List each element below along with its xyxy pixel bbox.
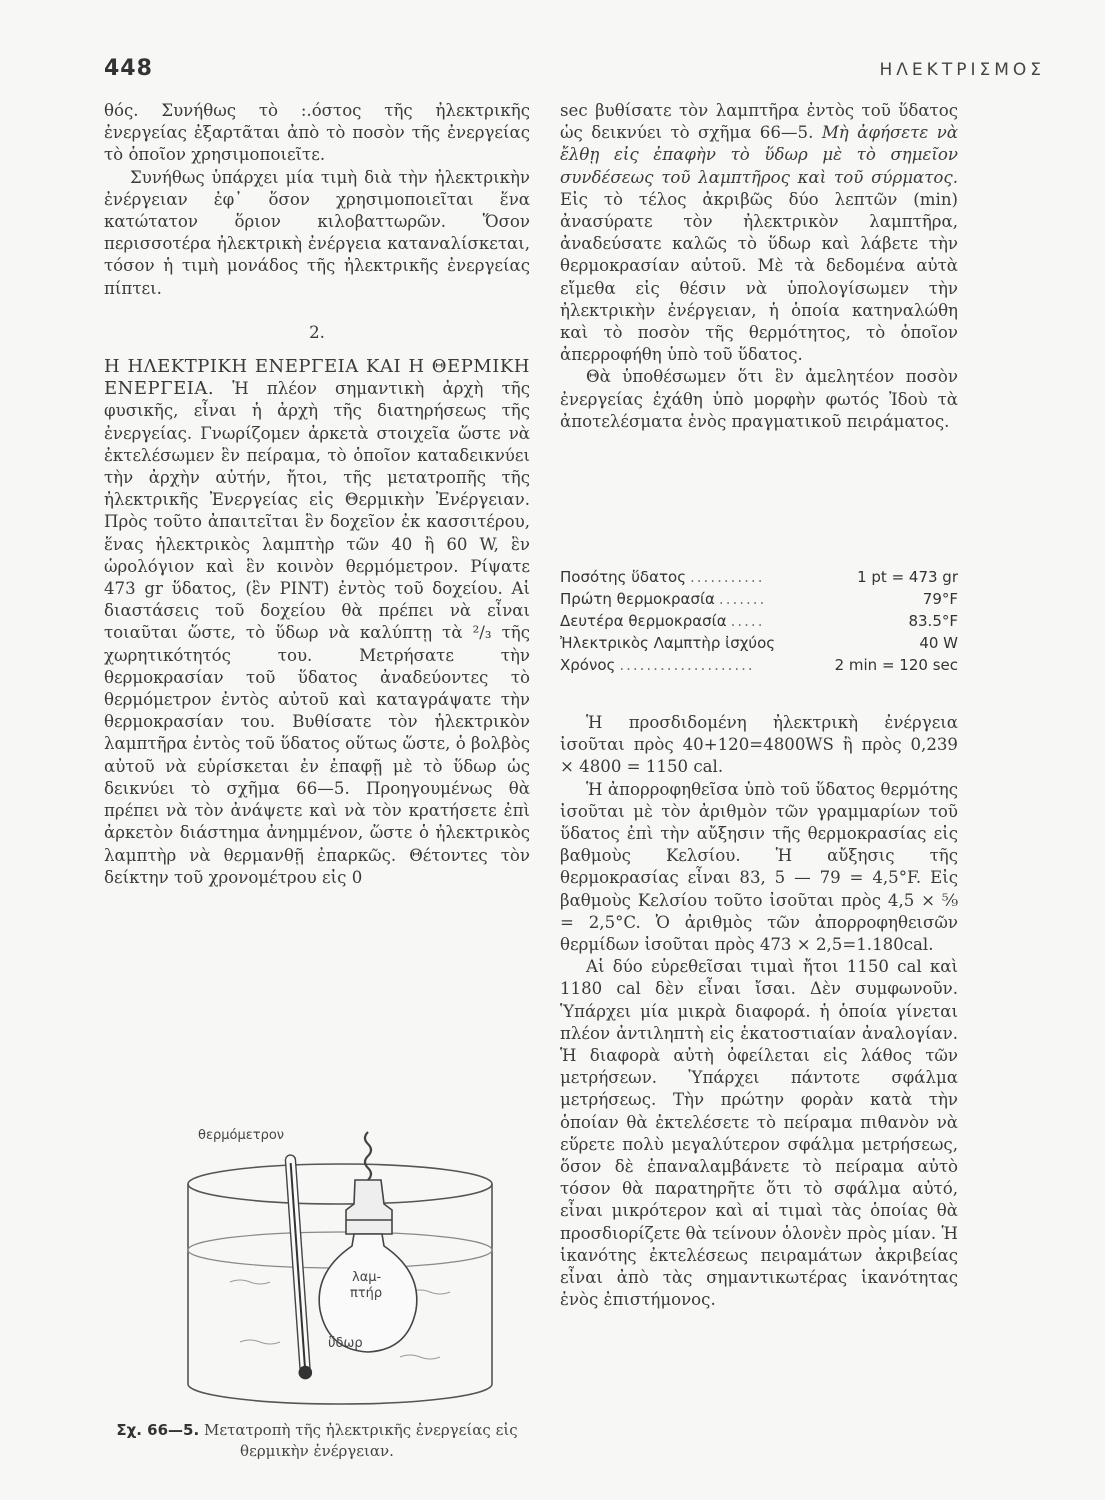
row-value: 83.5°F (908, 612, 958, 630)
figure-caption (104, 1420, 530, 1462)
label-lamp-1: λαμ- (352, 1270, 382, 1285)
row-label: Δευτέρα θερμοκρασία (560, 612, 727, 630)
left-column (104, 100, 530, 889)
leader-dots: .................... (619, 656, 755, 674)
row-label: Ἠλεκτρικὸς Λαμπτὴρ ἰσχύος (560, 634, 776, 652)
paragraph: Αἱ δύο εὑρεθεῖσαι τιμαὶ ἤτοι 1150 cal καὶ 1180 cal δὲν εἶναι ἴσαι. Δὲν συμφωνοῦν. Ὑπάρχει μία μικρὰ διαφορά. ἡ ὁποία γίνεται πλέον ἀντιληπτὴ εἰς ἑκατοστιαίαν ἀναλογίαν. Ἡ διαφορὰ αὐτὴ ὀφείλεται εἰς λάθος τῶν μετρήσεων. Ὑπάρχει πάντοτε σφάλμα μετρήσεως. Τὴν πρώτην φορὰν κατὰ τὴν ὁποίαν θὰ ἐκτελέσετε τὸ πείραμα πιθανὸν νὰ εὕρετε πολὺ μεγαλύτερον σφάλμα μετρήσεως, ὅσον δὲ ἐπαναλαμβάνετε τὸ πείραμα αὐτὸ τόσον θὰ παρατηρῆτε ὅτι τὸ σφάλμα αὐτό, εἶναι μικρότερον καὶ αἱ τιμαὶ τὰς ὁποίας θὰ προσδιορίζετε θὰ τείνουν ὁλονὲν πρὸς μίαν. Ἡ ἱκανότης ἐκτελέσεως πειραμάτων ἀκριβείας εἶναι ἀπὸ τὰς σημαντικωτέρας ἱκανότητας ἑνὸς ἐπιστήμονος. (560, 957, 958, 1310)
section-text: Ἡ πλέον σημαντικὴ ἀρχὴ τῆς φυσικῆς, εἶναι ἡ ἀρχὴ τῆς διατηρήσεως τῆς ἐνεργείας. Γνωρίζομεν ἀρκετὰ στοιχεῖα ὥστε νὰ ἐκτελέσωμεν ἓν πείραμα, τὸ ὁποῖον καταδεικνύει τὴν ἀρχὴν αὐτήν, ἤτοι, τῆς μετατροπῆς τῆς ἠλεκτρικῆς Ἐνεργείας εἰς Θερμικὴν Ἐνέργειαν. Πρὸς τοῦτο ἀπαιτεῖται ἓν δοχεῖον ἐκ κασσιτέρου, ἕνας ἠλεκτρικὸς λαμπτὴρ τῶν 40 ἢ 60 W, ἓν ὡρολόγιον καὶ ἓν κοινὸν θερμόμετρον. Ρίψατε 473 gr ὕδατος, (ἓν PINT) ἐντὸς τοῦ δοχείου. Αἱ διαστάσεις τοῦ δοχείου θὰ πρέπει νὰ εἶναι τοιαῦται ὥστε, τὸ ὕδωρ νὰ καλύπτῃ τὰ ²/₃ τῆς χωρητικότητός του. Μετρήσατε τὴν θερμοκρασίαν τοῦ ὕδατος ἀναδεύοντες τὸ θερμόμετρον ἐντὸς αὐτοῦ καὶ καταγράψατε τὴν θερμοκρασίαν του. Βυθίσατε τὸν ἠλεκτρικὸν λαμπτῆρα ἐντὸς τοῦ ὕδατος οὕτως ὥστε, ὁ βολβὸς αὐτοῦ νὰ εὑρίσκεται ἐν ἐπαφῇ μὲ τὸ ὕδωρ ὡς δεικνύει τὸ σχῆμα 66—5. Προηγουμένως θὰ πρέπει νὰ τὸν ἀνάψετε καὶ νὰ τὸν κρατήσετε ἐπὶ ἀρκετὸν διάστημα ἀνημμένον, ὥστε ὁ ἠλεκτρικὸς λαμπτὴρ νὰ θερμανθῇ ἐπαρκῶς. Θέτοντες τὸν δείκτην τοῦ χρονομέτρου εἰς 0 (104, 379, 530, 887)
text-run: sec βυθίσατε τὸν λαμπτῆρα ἐντὸς τοῦ ὕδατος ὡς δεικνύει τὸ σχῆμα 66—5. (560, 101, 958, 143)
paragraph: Ἡ προσδιδομένη ἠλεκτρικὴ ἐνέργεια ἰσοῦται πρὸς 40+120=4800WS ἢ πρὸς 0,239 × 4800 = 1150 cal. (560, 713, 958, 777)
caption-number: Σχ. 66—5. (116, 1421, 200, 1439)
row-value: 40 W (919, 634, 958, 652)
results-table (560, 566, 958, 676)
leader-dots: ....... (718, 590, 767, 608)
row-value: 79°F (922, 590, 958, 608)
label-lamp-2: πτήρ (350, 1286, 383, 1301)
lamp-cord (365, 1132, 371, 1180)
container-rim (188, 1164, 492, 1204)
paragraph: Ἡ ἀπορροφηθεῖσα ὑπὸ τοῦ ὕδατος θερμότης ἰσοῦται μὲ τὸν ἀριθμὸν τῶν γραμμαρίων τοῦ ὕδατος ἐπὶ τὴν αὔξησιν τῆς θερμοκρασίας εἰς βαθμοὺς Κελσίου. Ἡ αὔξησις τῆς θερμοκρασίας εἶναι 83, 5 — 79 = 4,5°F. Εἰς βαθμοὺς Κελσίου τοῦτο ἰσοῦται πρὸς 4,5 × ⁵⁄₉ = 2,5°C. Ὁ ἀριθμὸς τῶν ἀπορροφηθεισῶν θερμίδων ἰσοῦται πρὸς 473 × 2,5=1.180cal. (560, 779, 958, 955)
paragraph (560, 100, 958, 366)
label-thermometer: θερμόμετρον (198, 1128, 285, 1143)
section-body (104, 356, 530, 889)
paragraph: Θὰ ὑποθέσωμεν ὅτι ἓν ἀμελητέον ποσὸν ἐνεργείας ἐχάθη ὑπὸ μορφὴν φωτός Ἰδοὺ τὰ ἀποτελέσματα ἑνὸς πραγματικοῦ πειράματος. (560, 367, 958, 431)
row-value: 2 min = 120 sec (834, 656, 958, 674)
text-run: Εἰς τὸ τέλος ἀκριβῶς δύο λεπτῶν (min) ἀνασύρατε τὸν ἠλεκτρικὸν λαμπτῆρα, ἀναδεύσατε καλῶς τὸ ὕδωρ καὶ λάβετε τὴν θερμοκρασίαν αὐτοῦ. Μὲ τὰ δεδομένα αὐτὰ εἴμεθα εἰς θέσιν νὰ ὑπολογίσωμεν τὴν ἠλεκτρικὴν ἐνέργειαν, ἡ ὁποία κατηναλώθη καὶ τὸ ποσὸν τῆς θερμότητος, τὸ ὁποῖον ἀπερροφήθη ὑπὸ τοῦ ὕδατος. (560, 189, 958, 365)
label-water: ὕδωρ (328, 1336, 363, 1351)
paragraph: θός. Συνήθως τὸ :.όστος τῆς ἠλεκτρικῆς ἐνεργείας ἐξαρτᾶται ἀπὸ τὸ ποσὸν τῆς ἐνεργείας τὸ ὁποῖον χρησιμοποιεῖτε. (104, 101, 530, 165)
figure-66-5 (170, 1122, 510, 1417)
table-row (560, 632, 958, 654)
paragraph: Συνήθως ὑπάρχει μία τιμὴ διὰ τὴν ἠλεκτρικὴν ἐνέργειαν ἐφ᾽ ὅσον χρησιμοποιεῖται ἕνα κατώτατον ὅριον κιλοβαττωρῶν. Ὅσον περισσοτέρα ἠλεκτρικὴ ἐνέργεια καταναλίσκεται, τόσον ἡ τιμὴ μονάδος τῆς ἠλεκτρικῆς ἐνεργείας πίπτει. (104, 167, 530, 298)
row-label: Πρώτη θερμοκρασία (560, 590, 715, 608)
row-value: 1 pt = 473 gr (857, 568, 958, 586)
lamp-socket (346, 1180, 392, 1234)
row-label: Χρόνος (560, 656, 616, 674)
table-row (560, 588, 958, 610)
page-header (104, 56, 1045, 88)
running-head: ΗΛΕΚΤΡΙΣΜΟΣ (879, 60, 1045, 80)
leader-dots: ..... (730, 612, 765, 630)
right-column (560, 100, 958, 433)
section-number: 2. (309, 322, 325, 342)
apparatus-illustration (170, 1122, 510, 1417)
row-label: Ποσότης ὕδατος (560, 568, 687, 586)
italic-warning: Μὴ ἀφήσετε νὰ ἔλθῃ εἰς ἐπαφὴν τὸ ὕδωρ μὲ τὸ σημεῖον συνδέσεως τοῦ λαμπτῆρος καὶ τοῦ σύρματος. (560, 123, 959, 187)
leader-dots: ........... (690, 568, 765, 586)
caption-text: Μετατροπὴ τῆς ἠλεκτρικῆς ἐνεργείας εἰς θερμικὴν ἐνέργειαν. (203, 1421, 518, 1460)
table-row (560, 566, 958, 588)
table-row (560, 610, 958, 632)
page-number: 448 (104, 56, 153, 81)
table-row (560, 654, 958, 676)
section-title: Η ΗΛΕΚΤΡΙΚΗ ΕΝΕΡΓΕΙΑ ΚΑΙ Η ΘΕΡΜΙΚΗ ΕΝΕΡΓΕΙΑ. (104, 356, 530, 400)
right-column-lower (560, 712, 958, 1311)
